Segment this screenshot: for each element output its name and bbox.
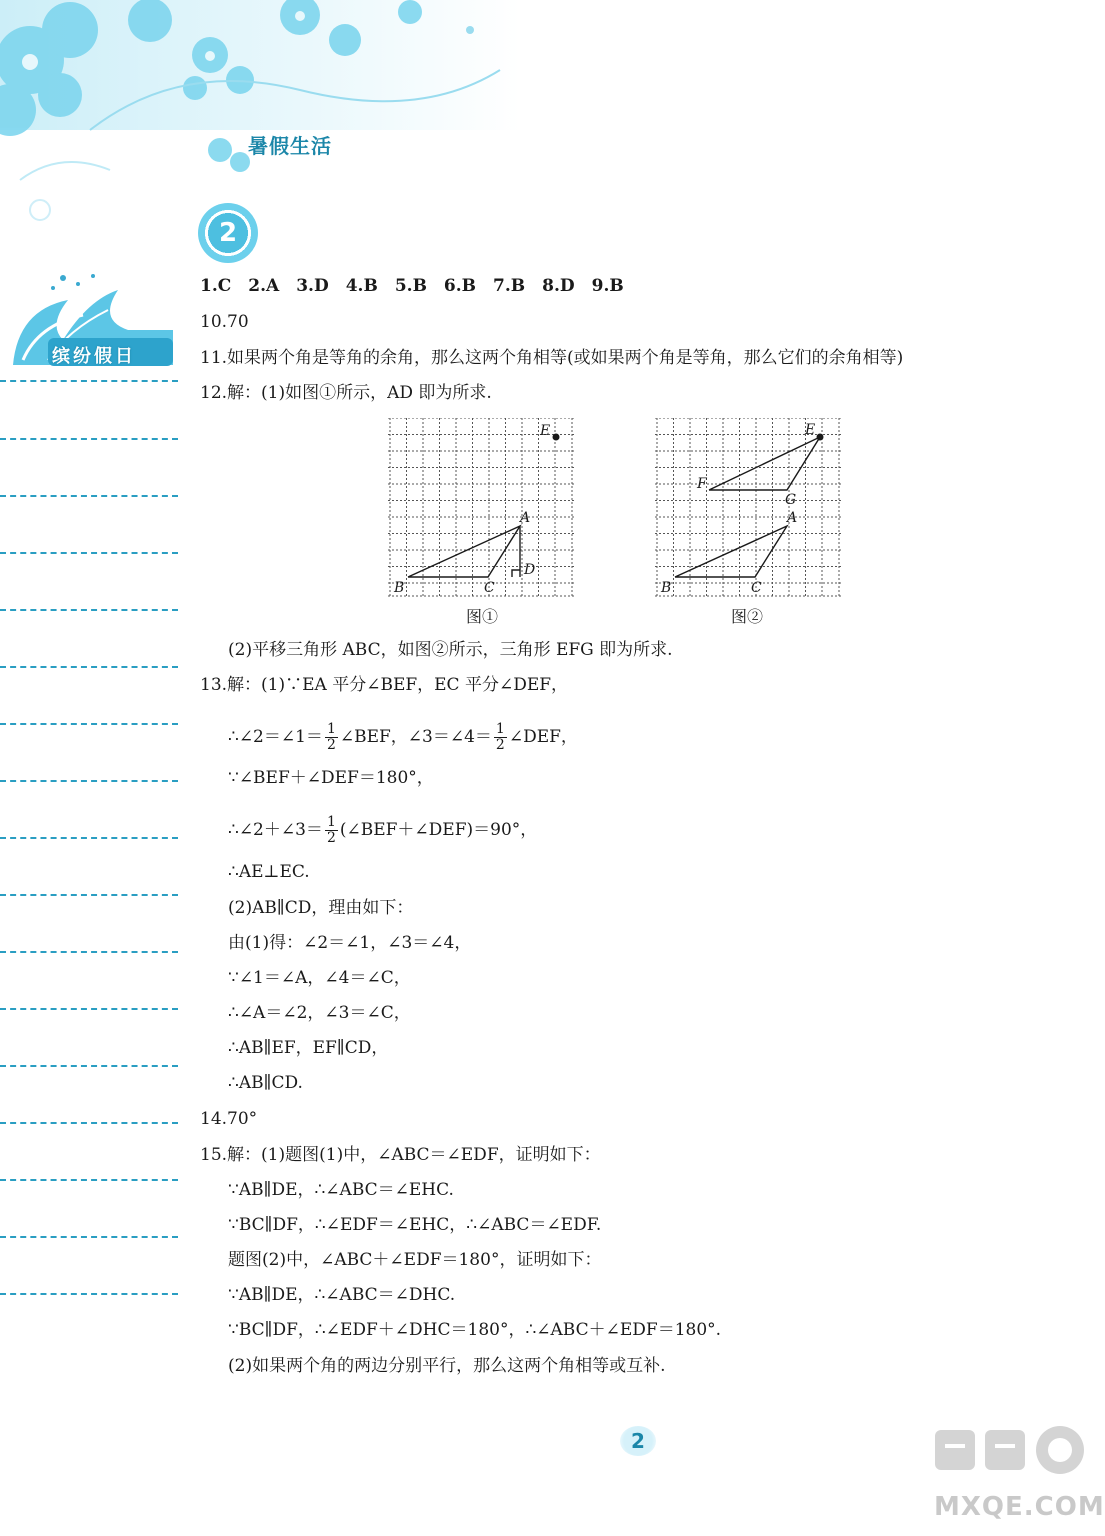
fig1-label-b: B (394, 580, 405, 596)
fig2-label-b: B (661, 580, 672, 596)
figure-2-grid (655, 418, 845, 600)
fraction-half: $\frac{1}{2}$ (326, 721, 336, 753)
fraction-half: $\frac{1}{2}$ (495, 721, 505, 753)
fig2-label-e: E (805, 422, 816, 438)
answer-15-line4: 题图(2)中，∠ABC＋∠EDF＝180°，证明如下： (228, 1250, 602, 1270)
sidebar-line (0, 552, 178, 554)
fig1-label-e: E (540, 423, 551, 439)
sidebar-line (0, 1293, 178, 1295)
answer-14: 14.70° (200, 1109, 258, 1129)
answer-13-line11: ∴AB∥CD. (228, 1073, 303, 1093)
sidebar-line (0, 1122, 178, 1124)
fig2-label-c: C (751, 580, 762, 596)
answer-10: 10.70 (200, 312, 249, 332)
answer-13-line3: ∵∠BEF＋∠DEF＝180°， (228, 768, 434, 788)
q13-text: ∠DEF， (508, 727, 578, 747)
sidebar-line (0, 666, 178, 668)
answer-13-line7: 由(1)得：∠2＝∠1，∠3＝∠4， (228, 933, 472, 953)
sidebar-line (0, 1065, 178, 1067)
q13-text: (∠BEF＋∠DEF)＝90°， (339, 820, 538, 840)
q13-text: ∴∠2＝∠1＝ (228, 727, 323, 747)
answer-13-line9: ∴∠A＝∠2，∠3＝∠C， (228, 1003, 411, 1023)
page-number: 2 (620, 1426, 656, 1456)
answer-15-line2: ∵AB∥DE，∴∠ABC＝∠EHC. (228, 1180, 454, 1200)
figure-1-grid (388, 418, 578, 600)
fig2-label-f: F (697, 476, 707, 492)
sidebar-line (0, 495, 178, 497)
q13-text: ∠BEF，∠3＝∠4＝ (339, 727, 492, 747)
answer-12-part2: (2)平移三角形 ABC，如图②所示，三角形 EFG 即为所求. (228, 640, 673, 660)
answer-12: 12.解：(1)如图①所示，AD 即为所求. (200, 383, 492, 403)
answer-15-line7: (2)如果两个角的两边分别平行，那么这两个角相等或互补. (228, 1356, 666, 1376)
fig1-label-c: C (484, 580, 495, 596)
answer-13-line2 (228, 722, 578, 753)
answer-1-9: 1.C 2.A 3.D 4.B 5.B 6.B 7.B 8.D 9.B (200, 276, 624, 296)
sidebar-line (0, 951, 178, 953)
figure-1-caption: 图① (466, 607, 499, 626)
answer-15-line1: 15.解：(1)题图(1)中，∠ABC＝∠EDF，证明如下： (200, 1145, 601, 1165)
answer-13-line6: (2)AB∥CD，理由如下： (228, 898, 414, 918)
sidebar-line (0, 723, 178, 725)
sidebar-line (0, 1179, 178, 1181)
header-title: 暑假生活 (248, 134, 332, 158)
answer-15-line3: ∵BC∥DF，∴∠EDF＝∠EHC，∴∠ABC＝∠EDF. (228, 1215, 602, 1235)
fig1-label-a: A (520, 510, 531, 526)
answer-15-line6: ∵BC∥DF，∴∠EDF＋∠DHC＝180°，∴∠ABC＋∠EDF＝180°. (228, 1320, 722, 1340)
sidebar-line (0, 837, 178, 839)
answer-15-line5: ∵AB∥DE，∴∠ABC＝∠DHC. (228, 1285, 456, 1305)
q13-text: ∴∠2＋∠3＝ (228, 820, 323, 840)
watermark-text: MXQE.COM (934, 1492, 1105, 1522)
sidebar-line (0, 438, 178, 440)
section-number-badge (198, 203, 258, 263)
sidebar-label: 缤纷假日 (52, 346, 136, 367)
answer-13-line10: ∴AB∥EF，EF∥CD， (228, 1038, 389, 1058)
answer-13-line8: ∵∠1＝∠A，∠4＝∠C， (228, 968, 411, 988)
sidebar-line (0, 894, 178, 896)
fraction-half: $\frac{1}{2}$ (326, 814, 336, 846)
fig2-label-a: A (787, 510, 798, 526)
sidebar-line (0, 780, 178, 782)
sidebar-line (0, 609, 178, 611)
sidebar-line (0, 1236, 178, 1238)
answer-13-line4 (228, 815, 537, 846)
sidebar-line (0, 380, 178, 382)
answer-11: 11.如果两个角是等角的余角，那么这两个角相等(或如果两个角是等角，那么它们的余角相等) (200, 348, 904, 368)
floral-decoration (0, 0, 520, 250)
fig1-label-d: D (524, 562, 536, 578)
figure-2-caption: 图② (731, 607, 764, 626)
answer-13-line1: 13.解：(1)∵EA 平分∠BEF，EC 平分∠DEF， (200, 675, 569, 695)
section-number: 2 (218, 218, 238, 248)
fig2-label-g: G (785, 492, 797, 508)
answer-13-line5: ∴AE⊥EC. (228, 862, 310, 882)
sidebar-line (0, 1008, 178, 1010)
